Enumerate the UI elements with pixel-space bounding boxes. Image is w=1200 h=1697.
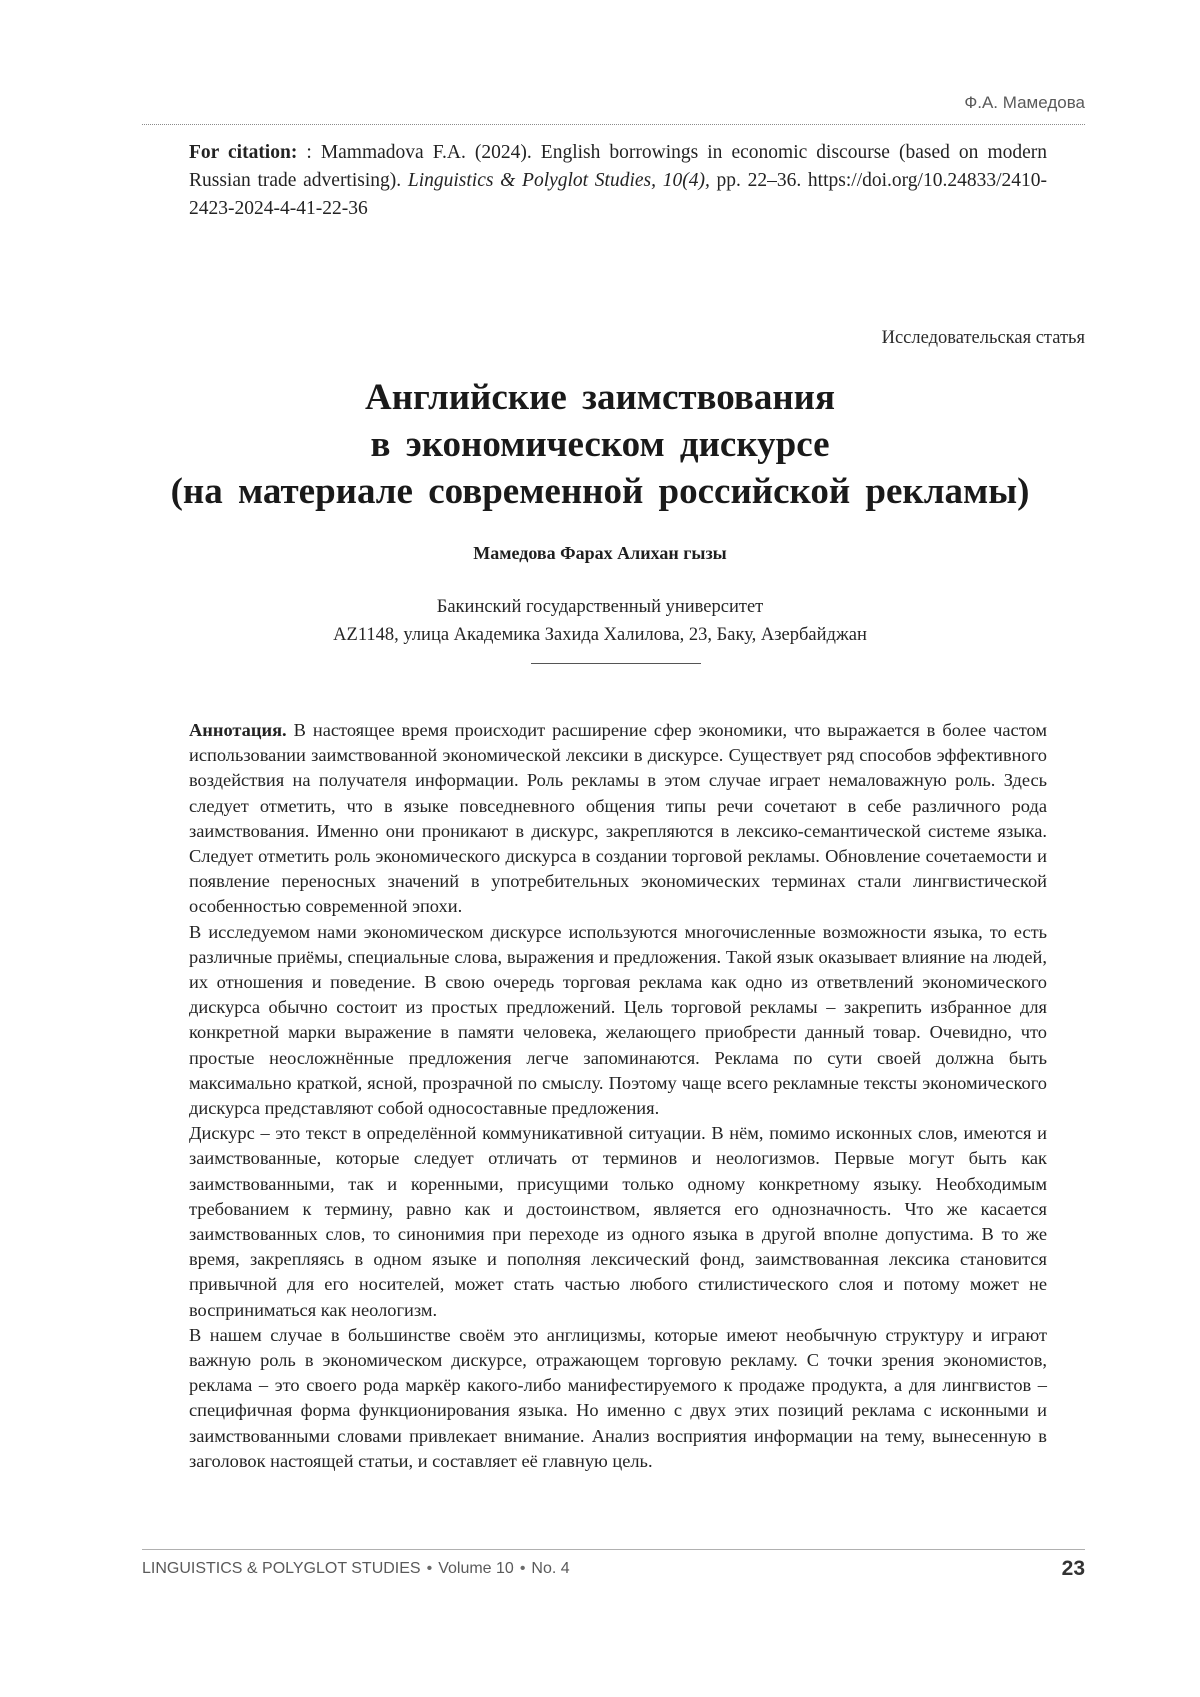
title-line-3: (на материале современной российской рекламы) [170,471,1030,512]
author-name: Мамедова Фарах Алихан гызы [473,543,727,563]
footer-issue: No. 4 [531,1560,570,1577]
citation-text-2: pp. 22–36. https://doi.org/10.24833/2410-2423-2024-4-41-22-36 [189,170,1047,219]
abstract-block [189,718,1047,1474]
header-dotted-rule [142,124,1085,125]
abstract-paragraph-4: В нашем случае в большинстве своём это англицизмы, которые имеют необычную структуру и играют важную роль в экономическом дискурсе, отражающем торговую рекламу. С точки зрения экономистов, реклама – это своего рода маркёр какого-либо манифестируемого к продаже продукта, а для лингвистов – специфичная форма функционирования языка. Но именно с двух этих позиций реклама с исконными и заимствованными словами привлекает внимание. Анализ восприятия информации на тему, вынесенную в заголовок настоящей статьи, и составляет её главную цель. [189,1324,1047,1471]
footer-journal-line [142,1560,570,1578]
article-title [115,374,1085,515]
article-type-label: Исследовательская статья [881,328,1085,348]
citation-label: For citation: [189,142,298,163]
citation-block [189,139,1047,223]
title-line-2: в экономическом дискурсе [370,424,830,465]
running-head-author: Ф.А. Мамедова [964,93,1085,112]
page-number: 23 [1061,1557,1085,1580]
affiliation-address: AZ1148, улица Академика Захида Халилова, 23, Баку, Азербайджан [333,625,867,645]
page-footer [142,1557,1085,1587]
title-line-1: Английские заимствования [364,377,836,418]
author-affiliation [0,593,1200,649]
footer-journal-name: LINGUISTICS & POLYGLOT STUDIES [142,1560,421,1577]
citation-text-1: : Mammadova F.A. (2024). English borrowings in economic discourse (based on modern Russian trade advertising). [189,142,1048,191]
footer-volume: Volume 10 [438,1560,514,1577]
affiliation-university: Бакинский государственный университет [436,597,764,617]
abstract-paragraph-2: В исследуемом нами экономическом дискурсе используются многочисленные возможности языка, то есть различные приёмы, специальные слова, выражения и предложения. Такой язык оказывает влияние на людей, их отношения и поведение. В свою очередь торговая реклама как одно из ответвлений экономического дискурса обычно состоит из простых предложений. Цель торговой рекламы – закрепить избранное для конкретной марки выражение в памяти человека, желающего приобрести данный товар. Очевидно, что простые неосложнённые предложения легче запоминаются. Реклама по сути своей должна быть максимально краткой, ясной, прозрачной по смыслу. Поэтому чаще всего рекламные тексты экономического дискурса представляют собой односоставные предложения. [189,921,1047,1119]
abstract-label: Аннотация. [189,720,287,740]
abstract-paragraph-1-text: В настоящее время происходит расширение сфер экономики, что выражается в более частом использовании заимствованной экономической лексики в дискурсе. Существует ряд способов эффективного воздействия на получателя информации. Роль рекламы в этом случае играет немаловажную роль. Здесь следует отметить, что в языке повседневного общения типы речи сочетают в себе различного рода заимствования. Именно они проникают в дискурс, закрепляются в лексико-семантической системе языка. Следует отметить роль экономического дискурса в создании торговой рекламы. Обновление сочетаемости и появление переносных значений в употребительных экономических терминах стали лингвистической особенностью современной эпохи. [189,720,1047,917]
footer-separator: • [519,1560,526,1577]
abstract-paragraph-1 [189,718,1047,920]
footer-rule [142,1549,1085,1550]
citation-journal: Linguistics & Polyglot Studies, 10(4), [407,170,710,191]
affiliation-divider [531,663,701,664]
abstract-paragraph-3: Дискурс – это текст в определённой коммуникативной ситуации. В нём, помимо исконных слов, имеются и заимствованные, которые следует отличать от терминов и неологизмов. Первые могут быть как заимствованными, так и коренными, присущими только одному конкретному языку. Необходимым требованием к термину, равно как и достоинством, является его однозначность. Что же касается заимствованных слов, то синонимия при переходе из одного языка в другой вполне допустима. В то же время, закрепляясь в одном языке и пополняя лексический фонд, заимствованная лексика становится привычной для его носителей, может стать частью любого стилистического слоя и потому может не восприниматься как неологизм. [189,1123,1047,1320]
footer-separator: • [426,1560,433,1577]
